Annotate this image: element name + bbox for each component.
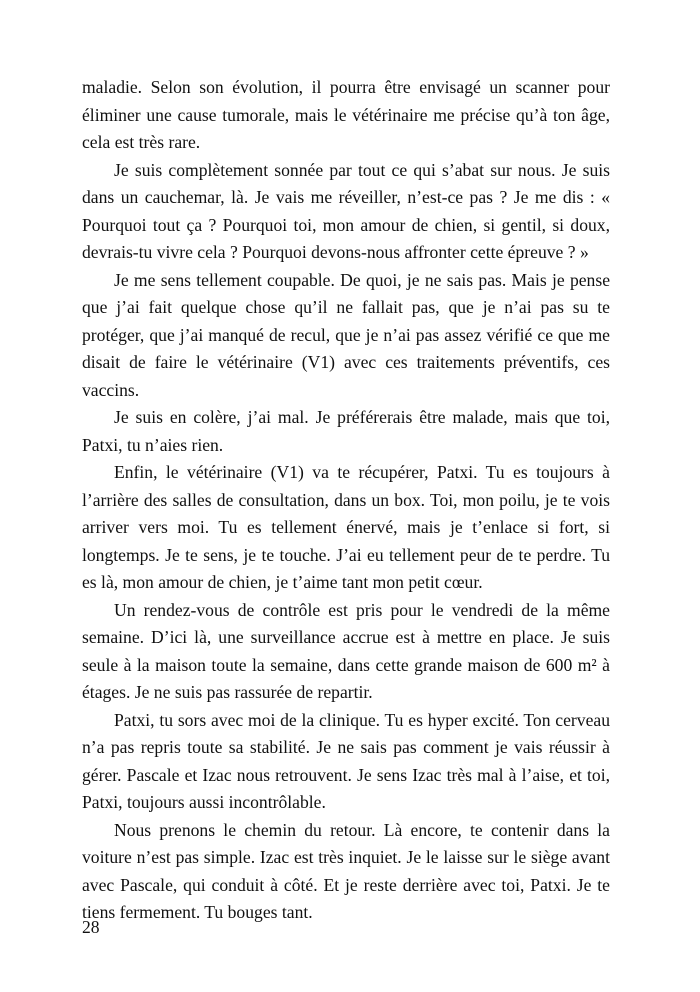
paragraph-5: Enfin, le vétérinaire (V1) va te récupérer, Patxi. Tu es toujours à l’arrière des salles de consultation, dans un box. Toi, mon poilu, je te vois arriver vers moi. Tu es tellement énervé, mais je t’enlace si fort, si longtemps. Je te sens, je te touche. J’ai eu tellement peur de te perdre. Tu es là, mon amour de chien, je t’aime tant mon petit cœur. — [82, 462, 610, 592]
paragraph-8: Nous prenons le chemin du retour. Là encore, te contenir dans la voiture n’est pas simple. Izac est très inquiet. Je le laisse sur le siège avant avec Pascale, qui conduit à côté. Et je reste derrière avec toi, Patxi. Je te tiens fermement. Tu bouges tant. — [82, 819, 610, 922]
paragraph-2: Je suis complètement sonnée par tout ce qui s’abat sur nous. Je suis dans un cauchemar, là. Je vais me réveiller, n’est-ce pas ? Je me dis : « Pourquoi tout ça ? Pourquoi toi, mon amour de chien, si gentil, si doux, devrais-tu vivre cela ? Pourquoi devons-nous affronter cette épreuve ? » — [82, 159, 610, 262]
page-body — [82, 74, 610, 927]
page-number: 28 — [82, 917, 100, 937]
paragraph-3: Je me sens tellement coupable. De quoi, je ne sais pas. Mais je pense que j’ai fait quelque chose qu’il ne fallait pas, que je n’ai pas su te protéger, que j’ai manqué de recul, que je n’ai pas assez vérifié ce que me disait de faire le vétérinaire (V1) avec ces traitements préventifs, ces vaccins. — [82, 269, 610, 400]
paragraph-1: maladie. Selon son évolution, il pourra être envisagé un scanner pour éliminer une cause tumorale, mais le vétérinaire me précise qu’à ton âge, cela est très rare. — [82, 77, 610, 152]
paragraph-7: Patxi, tu sors avec moi de la clinique. Tu es hyper excité. Ton cerveau n’a pas repris toute sa stabilité. Je ne sais pas comment je vais réussir à gérer. Pascale et Izac nous retrouvent. Je sens Izac très mal à l’aise, et toi, Patxi, toujours aussi incontrôlable. — [82, 709, 610, 812]
paragraph-6: Un rendez-vous de contrôle est pris pour le vendredi de la même semaine. D’ici là, une surveillance accrue est à mettre en place. Je suis seule à la maison toute la semaine, dans cette grande maison de 600 m² à étages. Je ne suis pas rassurée de repartir. — [82, 599, 610, 702]
paragraph-4: Je suis en colère, j’ai mal. Je préférerais être malade, mais que toi, Patxi, tu n’aies rien. — [82, 407, 610, 455]
